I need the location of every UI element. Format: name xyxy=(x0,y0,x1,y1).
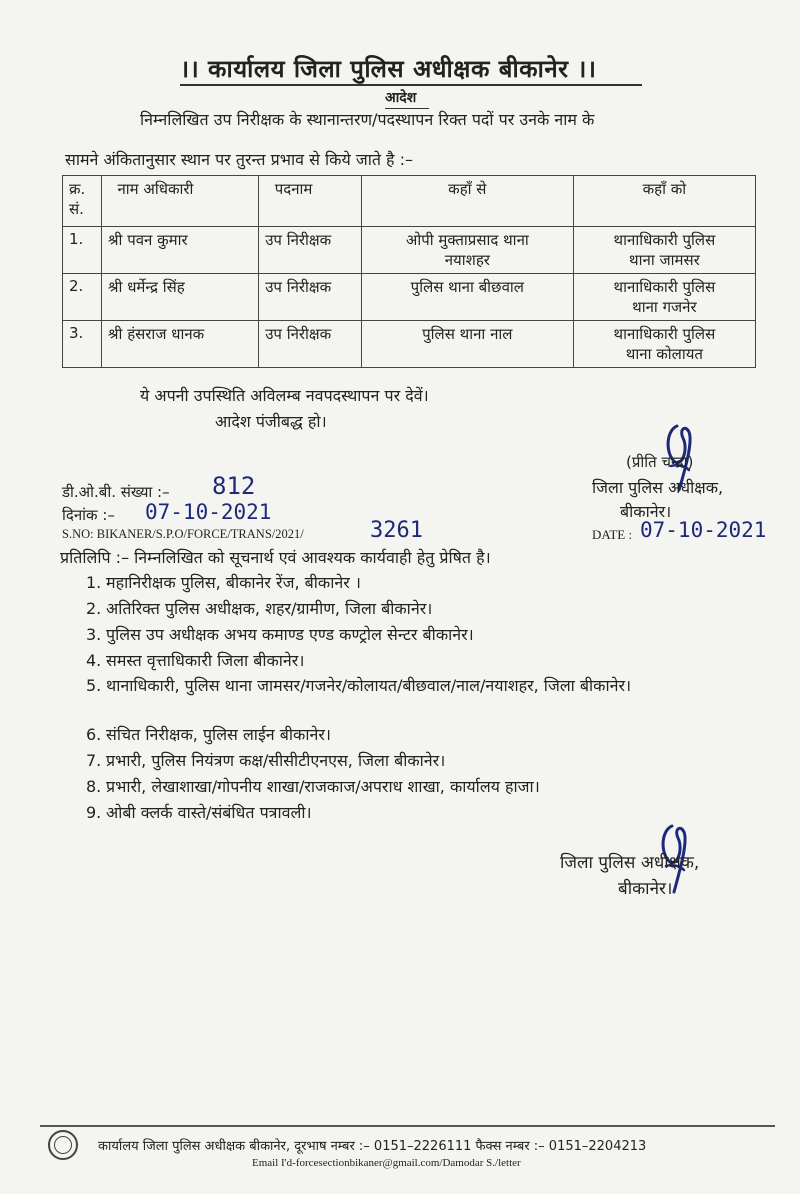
cell-designation: उप निरीक्षक xyxy=(259,321,362,368)
signatory-place: बीकानेर। xyxy=(620,502,672,521)
date-label: DATE : xyxy=(592,527,633,542)
cell-serial: 2. xyxy=(63,274,102,321)
signatory-place-bottom: बीकानेर। xyxy=(618,879,673,899)
footer-contact: कार्यालय जिला पुलिस अधीक्षक बीकानेर, दूरभाष नम्बर :– 0151–2226111 फैक्स नम्बर :– 0151–2204213 xyxy=(98,1139,647,1154)
cell-from: पुलिस थाना बीछवाल xyxy=(361,274,573,321)
cell-serial: 3. xyxy=(63,321,102,368)
intro-line-1: निम्नलिखित उप निरीक्षक के स्थानान्तरण/पदस्थापन रिक्त पदों पर उनके नाम के xyxy=(140,110,595,129)
table-row xyxy=(63,227,756,274)
order-heading: आदेश xyxy=(385,90,417,106)
transfer-table xyxy=(62,175,756,368)
list-item: 7. प्रभारी, पुलिस नियंत्रण कक्ष/सीसीटीएनएस, जिला बीकानेर। xyxy=(86,751,446,770)
cell-name: श्री हंसराज धानक xyxy=(101,321,258,368)
cell-to: थानाधिकारी पुलिस थाना कोलायत xyxy=(573,321,755,368)
cell-name: श्री पवन कुमार xyxy=(101,227,258,274)
date-hindi-value: 07-10-2021 xyxy=(145,500,272,524)
signatory-designation: जिला पुलिस अधीक्षक, xyxy=(592,478,724,497)
list-item: 8. प्रभारी, लेखाशाखा/गोपनीय शाखा/राजकाज/अपराध शाखा, कार्यालय हाजा। xyxy=(86,777,540,796)
page-title: ।। कार्यालय जिला पुलिस अधीक्षक बीकानेर ।। xyxy=(180,55,597,83)
signatory-designation-bottom: जिला पुलिस अधीक्षक, xyxy=(560,853,700,873)
list-item: 1. महानिरीक्षक पुलिस, बीकानेर रेंज, बीकानेर । xyxy=(86,573,361,592)
title-underline xyxy=(180,84,642,86)
cell-to: थानाधिकारी पुलिस थाना जामसर xyxy=(573,227,755,274)
dob-number-value: 812 xyxy=(212,472,256,500)
list-item: 9. ओबी क्लर्क वास्ते/संबंधित पत्रावली। xyxy=(86,803,312,822)
list-item: 3. पुलिस उप अधीक्षक अभय कमाण्ड एण्ड कण्ट्रोल सेन्टर बीकानेर। xyxy=(86,625,474,644)
date-hindi-label: दिनांक :– xyxy=(62,506,115,524)
dob-number-label: डी.ओ.बी. संख्या :– xyxy=(62,483,170,501)
table-header-row xyxy=(63,176,756,227)
police-emblem-icon xyxy=(48,1130,78,1160)
header-serial: क्र. सं. xyxy=(63,176,102,227)
header-designation: पदनाम xyxy=(259,176,362,227)
signatory-name: (प्रीति चन्द्रा) xyxy=(626,453,694,471)
serial-number-value: 3261 xyxy=(370,518,423,543)
copy-to-list xyxy=(86,570,766,826)
header-to: कहाँ को xyxy=(573,176,755,227)
table-row xyxy=(63,321,756,368)
list-item: 4. समस्त वृत्ताधिकारी जिला बीकानेर। xyxy=(86,651,305,670)
cell-name: श्री धर्मेन्द्र सिंह xyxy=(101,274,258,321)
cell-from: ओपी मुक्ताप्रसाद थाना नयाशहर xyxy=(361,227,573,274)
cell-designation: उप निरीक्षक xyxy=(259,227,362,274)
joining-note: ये अपनी उपस्थिति अविलम्ब नवपदस्थापन पर देवें। xyxy=(140,386,429,405)
cell-to: थानाधिकारी पुलिस थाना गजनेर xyxy=(573,274,755,321)
list-item: 5. थानाधिकारी, पुलिस थाना जामसर/गजनेर/कोलायत/बीछवाल/नाल/नयाशहर, जिला बीकानेर। xyxy=(86,676,632,695)
list-item: 2. अतिरिक्त पुलिस अधीक्षक, शहर/ग्रामीण, जिला बीकानेर। xyxy=(86,599,433,618)
footer-email: Email I'd-forcesectionbikaner@gmail.com/Damodar S./letter xyxy=(252,1157,521,1169)
list-item: 6. संचित निरीक्षक, पुलिस लाईन बीकानेर। xyxy=(86,725,331,744)
serial-number-label: S.NO: BIKANER/S.P.O/FORCE/TRANS/2021/ xyxy=(62,527,304,541)
header-name: नाम अधिकारी xyxy=(101,176,258,227)
cell-serial: 1. xyxy=(63,227,102,274)
header-from: कहाँ से xyxy=(361,176,573,227)
register-note: आदेश पंजीबद्ध हो। xyxy=(215,412,327,431)
cell-designation: उप निरीक्षक xyxy=(259,274,362,321)
cell-from: पुलिस थाना नाल xyxy=(361,321,573,368)
table-row xyxy=(63,274,756,321)
copy-to-intro: प्रतिलिपि :– निम्नलिखित को सूचनार्थ एवं आवश्यक कार्यवाही हेतु प्रेषित है। xyxy=(60,548,491,567)
footer-divider xyxy=(40,1125,775,1127)
date-value: 07-10-2021 xyxy=(640,518,767,542)
intro-line-2: सामने अंकितानुसार स्थान पर तुरन्त प्रभाव से किये जाते है :– xyxy=(65,150,414,169)
